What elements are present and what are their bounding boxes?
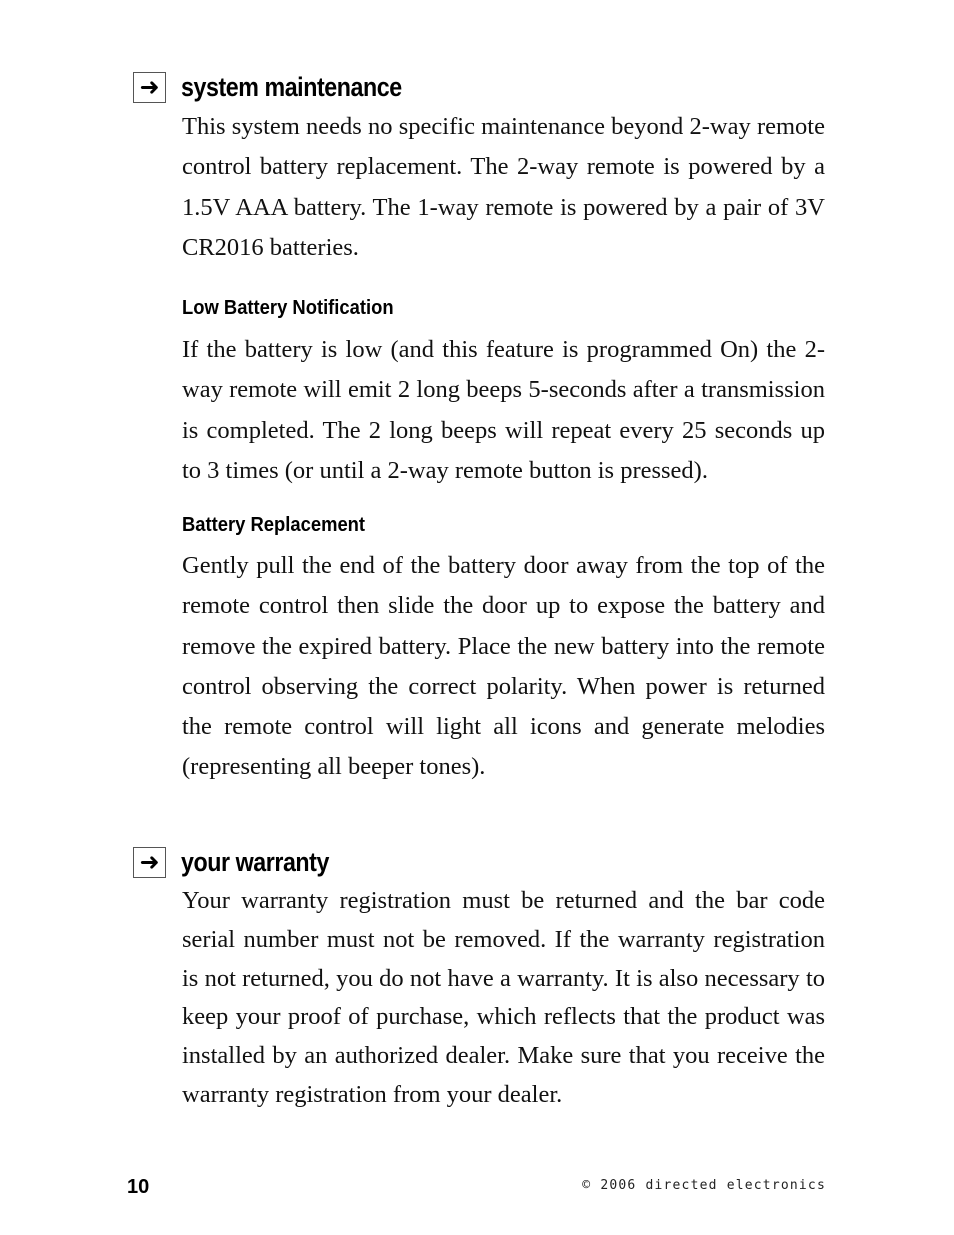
maintenance-intro-paragraph: This system needs no specific maintenance beyond 2-way remote control battery replacement. The 2-way remote is powered by a 1.5V AAA battery. The 1-way remote is powered by a pair of 3V CR2016 batteries. — [182, 113, 825, 261]
subheading-low-battery: Low Battery Notification — [182, 297, 394, 319]
low-battery-paragraph: If the battery is low (and this feature is programmed On) the 2-way remote will emit 2 long beeps 5-seconds after a transmission is completed. The 2 long beeps will repeat every 25 seconds up to 3 times (or until a 2-way remote button is pressed). — [182, 336, 825, 484]
section-heading-your-warranty — [133, 845, 329, 879]
page-number: 10 — [127, 1176, 150, 1198]
battery-replacement-paragraph: Gently pull the end of the battery door away from the top of the remote control then slide the door up to expose the battery and remove the expired battery. Place the new battery into the remote control observing the correct polarity. When power is returned the remote control will light all icons and generate melodies (representing all beeper tones). — [182, 552, 825, 781]
section-title: your warranty — [181, 847, 329, 877]
copyright-notice: © 2006 directed electronics — [582, 1178, 826, 1193]
section-title: system maintenance — [181, 72, 402, 102]
right-arrow-icon: ➜ — [133, 72, 166, 103]
subheading-battery-replacement: Battery Replacement — [182, 514, 366, 536]
section-heading-system-maintenance — [133, 70, 402, 104]
warranty-paragraph: Your warranty registration must be returned and the bar code serial number must not be removed. If the warranty registration is not returned, you do not have a warranty. It is also necessary to keep your proof of purchase, which reflects that the product was installed by an authorized dealer. Make sure that you receive the warranty registration from your dealer. — [182, 887, 825, 1108]
right-arrow-icon: ➜ — [133, 847, 166, 878]
